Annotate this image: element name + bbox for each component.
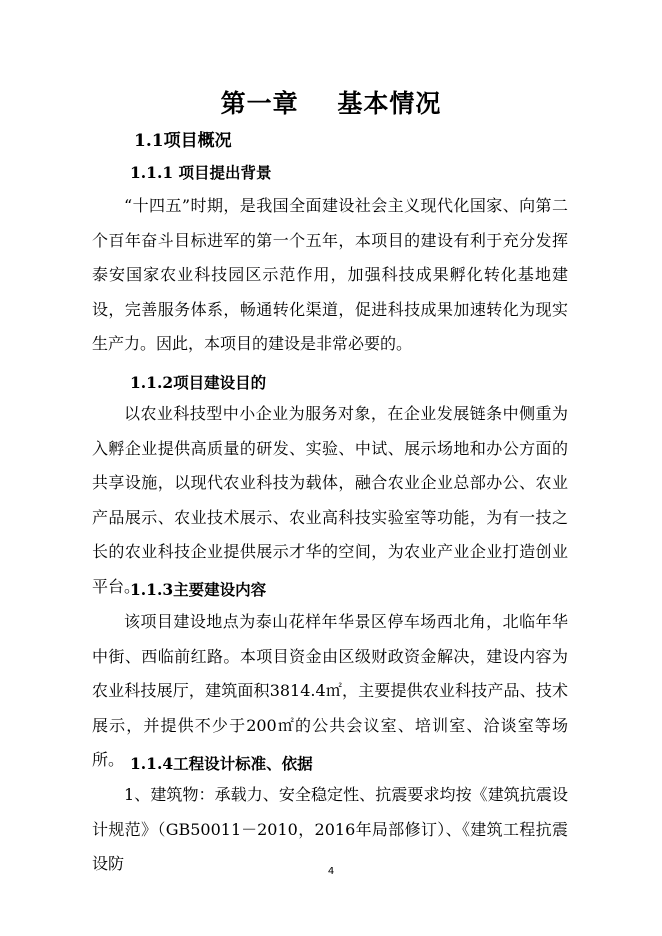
paragraph-content: 该项目建设地点为泰山花样年华景区停车场西北角，北临年华中街、西临前红路。本项目资金由区级财政资金解决，建设内容为农业科技展厅，建筑面积3814.4㎡，主要提供农业科技产品、技术展示，并提供不少于200㎡的公共会议室、培训室、洽谈室等场所。 <box>92 612 568 770</box>
subsection-heading-content: 1.1.3主要建设内容 <box>130 580 267 599</box>
paragraph-purpose: 以农业科技型中小企业为服务对象，在企业发展链条中侧重为入孵企业提供高质量的研发、实验、中试、展示场地和办公方面的共享设施，以现代农业科技为载体，融合农业企业总部办公、农业产品展示、农业技术展示、农业高科技实验室等功能，为有一技之长的农业科技企业提供展示才华的空间，为农业产业企业打造创业平台。 <box>92 404 568 596</box>
page-number: 4 <box>327 866 335 877</box>
section-heading: 1.1项目概况 <box>134 131 232 151</box>
paragraph-standards: 1、建筑物：承载力、安全稳定性、抗震要求均按《建筑抗震设计规范》（GB50011－2010，2016年局部修订）、《建筑工程抗震设防 <box>92 785 568 874</box>
chapter-title: 第一章 基本情况 <box>220 89 442 118</box>
subsection-heading-purpose: 1.1.2项目建设目的 <box>130 373 267 392</box>
subsection-heading-background: 1.1.1 项目提出背景 <box>130 163 272 182</box>
subsection-heading-standards: 1.1.4工程设计标准、依据 <box>130 754 313 773</box>
paragraph-background: “十四五”时期，是我国全面建设社会主义现代化国家、向第二个百年奋斗目标进军的第一个五年，本项目的建设有利于充分发挥泰安国家农业科技园区示范作用，加强科技成果孵化转化基地建设，完善服务体系，畅通转化渠道，促进科技成果加速转化为现实生产力。因此，本项目的建设是非常必要的。 <box>92 196 568 354</box>
